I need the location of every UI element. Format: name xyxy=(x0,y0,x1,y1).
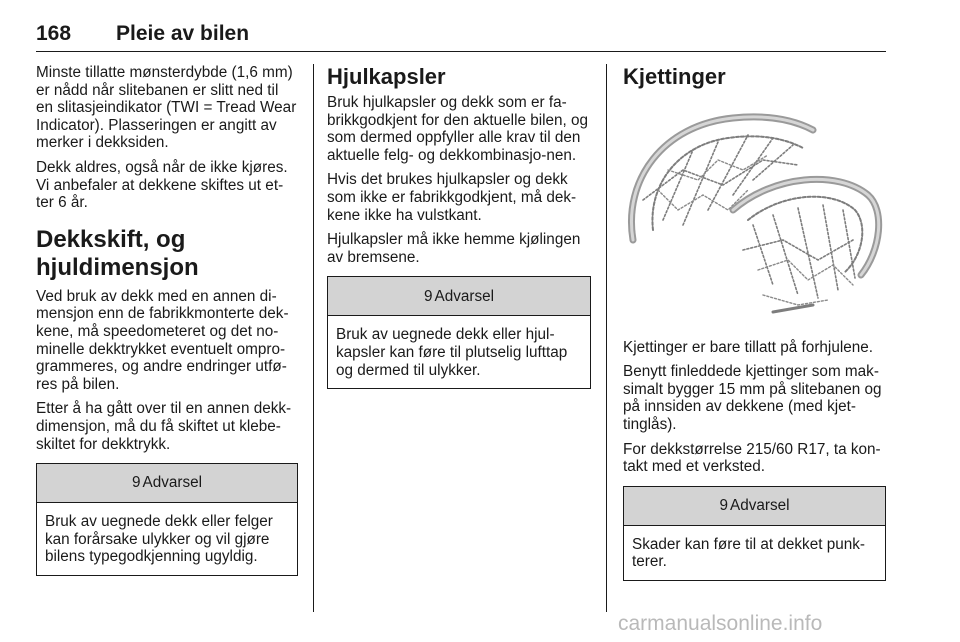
paragraph: Minste tillatte mønsterdybde (1,6 mm) er nådd når slitebanen er slitt ned til en slitasjeindikator (TWI = Tread Wear Indicator). Plasseringen er angitt av merker i dekksiden. xyxy=(36,64,297,152)
page-number: 168 xyxy=(36,22,72,45)
warning-header xyxy=(624,487,885,526)
warning-text: Skader kan føre til at dekket punk-terer. xyxy=(632,535,865,571)
column-divider xyxy=(606,64,607,612)
header-rule xyxy=(36,51,886,52)
warning-text: Bruk av uegnede dekk eller hjul-kapsler kan føre til plutselig lufttap og dermed til ulykker. xyxy=(336,326,568,379)
chapter-title: Pleie av bilen xyxy=(116,22,250,45)
paragraph: Benytt finleddede kjettinger som mak-simalt bygger 15 mm på slitebanen og på innsiden av dekkene (med kjet-tinglås). xyxy=(623,363,882,433)
section-heading: Kjettinger xyxy=(623,64,726,89)
paragraph: Dekk aldres, også når de ikke kjøres. Vi anbefaler at dekkene skiftes ut et-ter 6 år. xyxy=(36,158,288,212)
paragraph: For dekkstørrelse 215/60 R17, ta kon-takt med et verksted. xyxy=(623,440,881,476)
snow-chain-illustration xyxy=(623,100,886,322)
warning-box xyxy=(623,486,886,581)
paragraph: Bruk hjulkapsler og dekk som er fa-brikkgodkjent for den aktuelle bilen, og som dermed oppfyller alle krav til den aktuelle felg- og dekkombinasjo-nen. xyxy=(327,94,589,164)
warning-text: Bruk av uegnede dekk eller felger kan forårsake ulykker og vil gjøre bilens typegodkjenning ugyldig. xyxy=(45,513,273,566)
column-divider xyxy=(313,64,314,612)
paragraph: Kjettinger er bare tillatt på forhjulene. xyxy=(623,338,873,356)
warning-icon: 9 xyxy=(719,496,728,514)
warning-title: Advarsel xyxy=(730,496,790,514)
warning-header xyxy=(37,464,297,503)
warning-box xyxy=(327,276,591,389)
warning-title: Advarsel xyxy=(434,287,495,305)
watermark: carmanualsonline.info xyxy=(618,612,823,635)
warning-title: Advarsel xyxy=(142,474,203,492)
paragraph: Hjulkapsler må ikke hemme kjølingen av bremsene. xyxy=(327,231,581,266)
paragraph: Etter å ha gått over til en annen dekk-dimensjon, må du få skiftet ut klebe-skiltet for dekktrykk. xyxy=(36,400,292,453)
column-3 xyxy=(623,64,886,581)
paragraph: Ved bruk av dekk med en annen di-mensjon enn de fabrikkmonterte dek-kene, må speedometeret og det no-minelle dekktrykket eventuelt ompro-grammeres, og andre endringer utfø-res på bilen. xyxy=(36,287,289,393)
section-heading: Hjulkapsler xyxy=(327,64,446,89)
column-1 xyxy=(36,64,298,576)
warning-icon: 9 xyxy=(131,474,141,492)
warning-header xyxy=(328,277,590,316)
page-header xyxy=(36,22,886,48)
paragraph: Hvis det brukes hjulkapsler og dekk som ikke er fabrikkgodkjent, må dek-kene ikke ha vulstkant. xyxy=(327,171,577,224)
warning-icon: 9 xyxy=(423,287,433,305)
section-heading: Dekkskift, og hjuldimensjon xyxy=(36,225,199,281)
column-2 xyxy=(327,64,591,389)
warning-box xyxy=(36,463,298,576)
